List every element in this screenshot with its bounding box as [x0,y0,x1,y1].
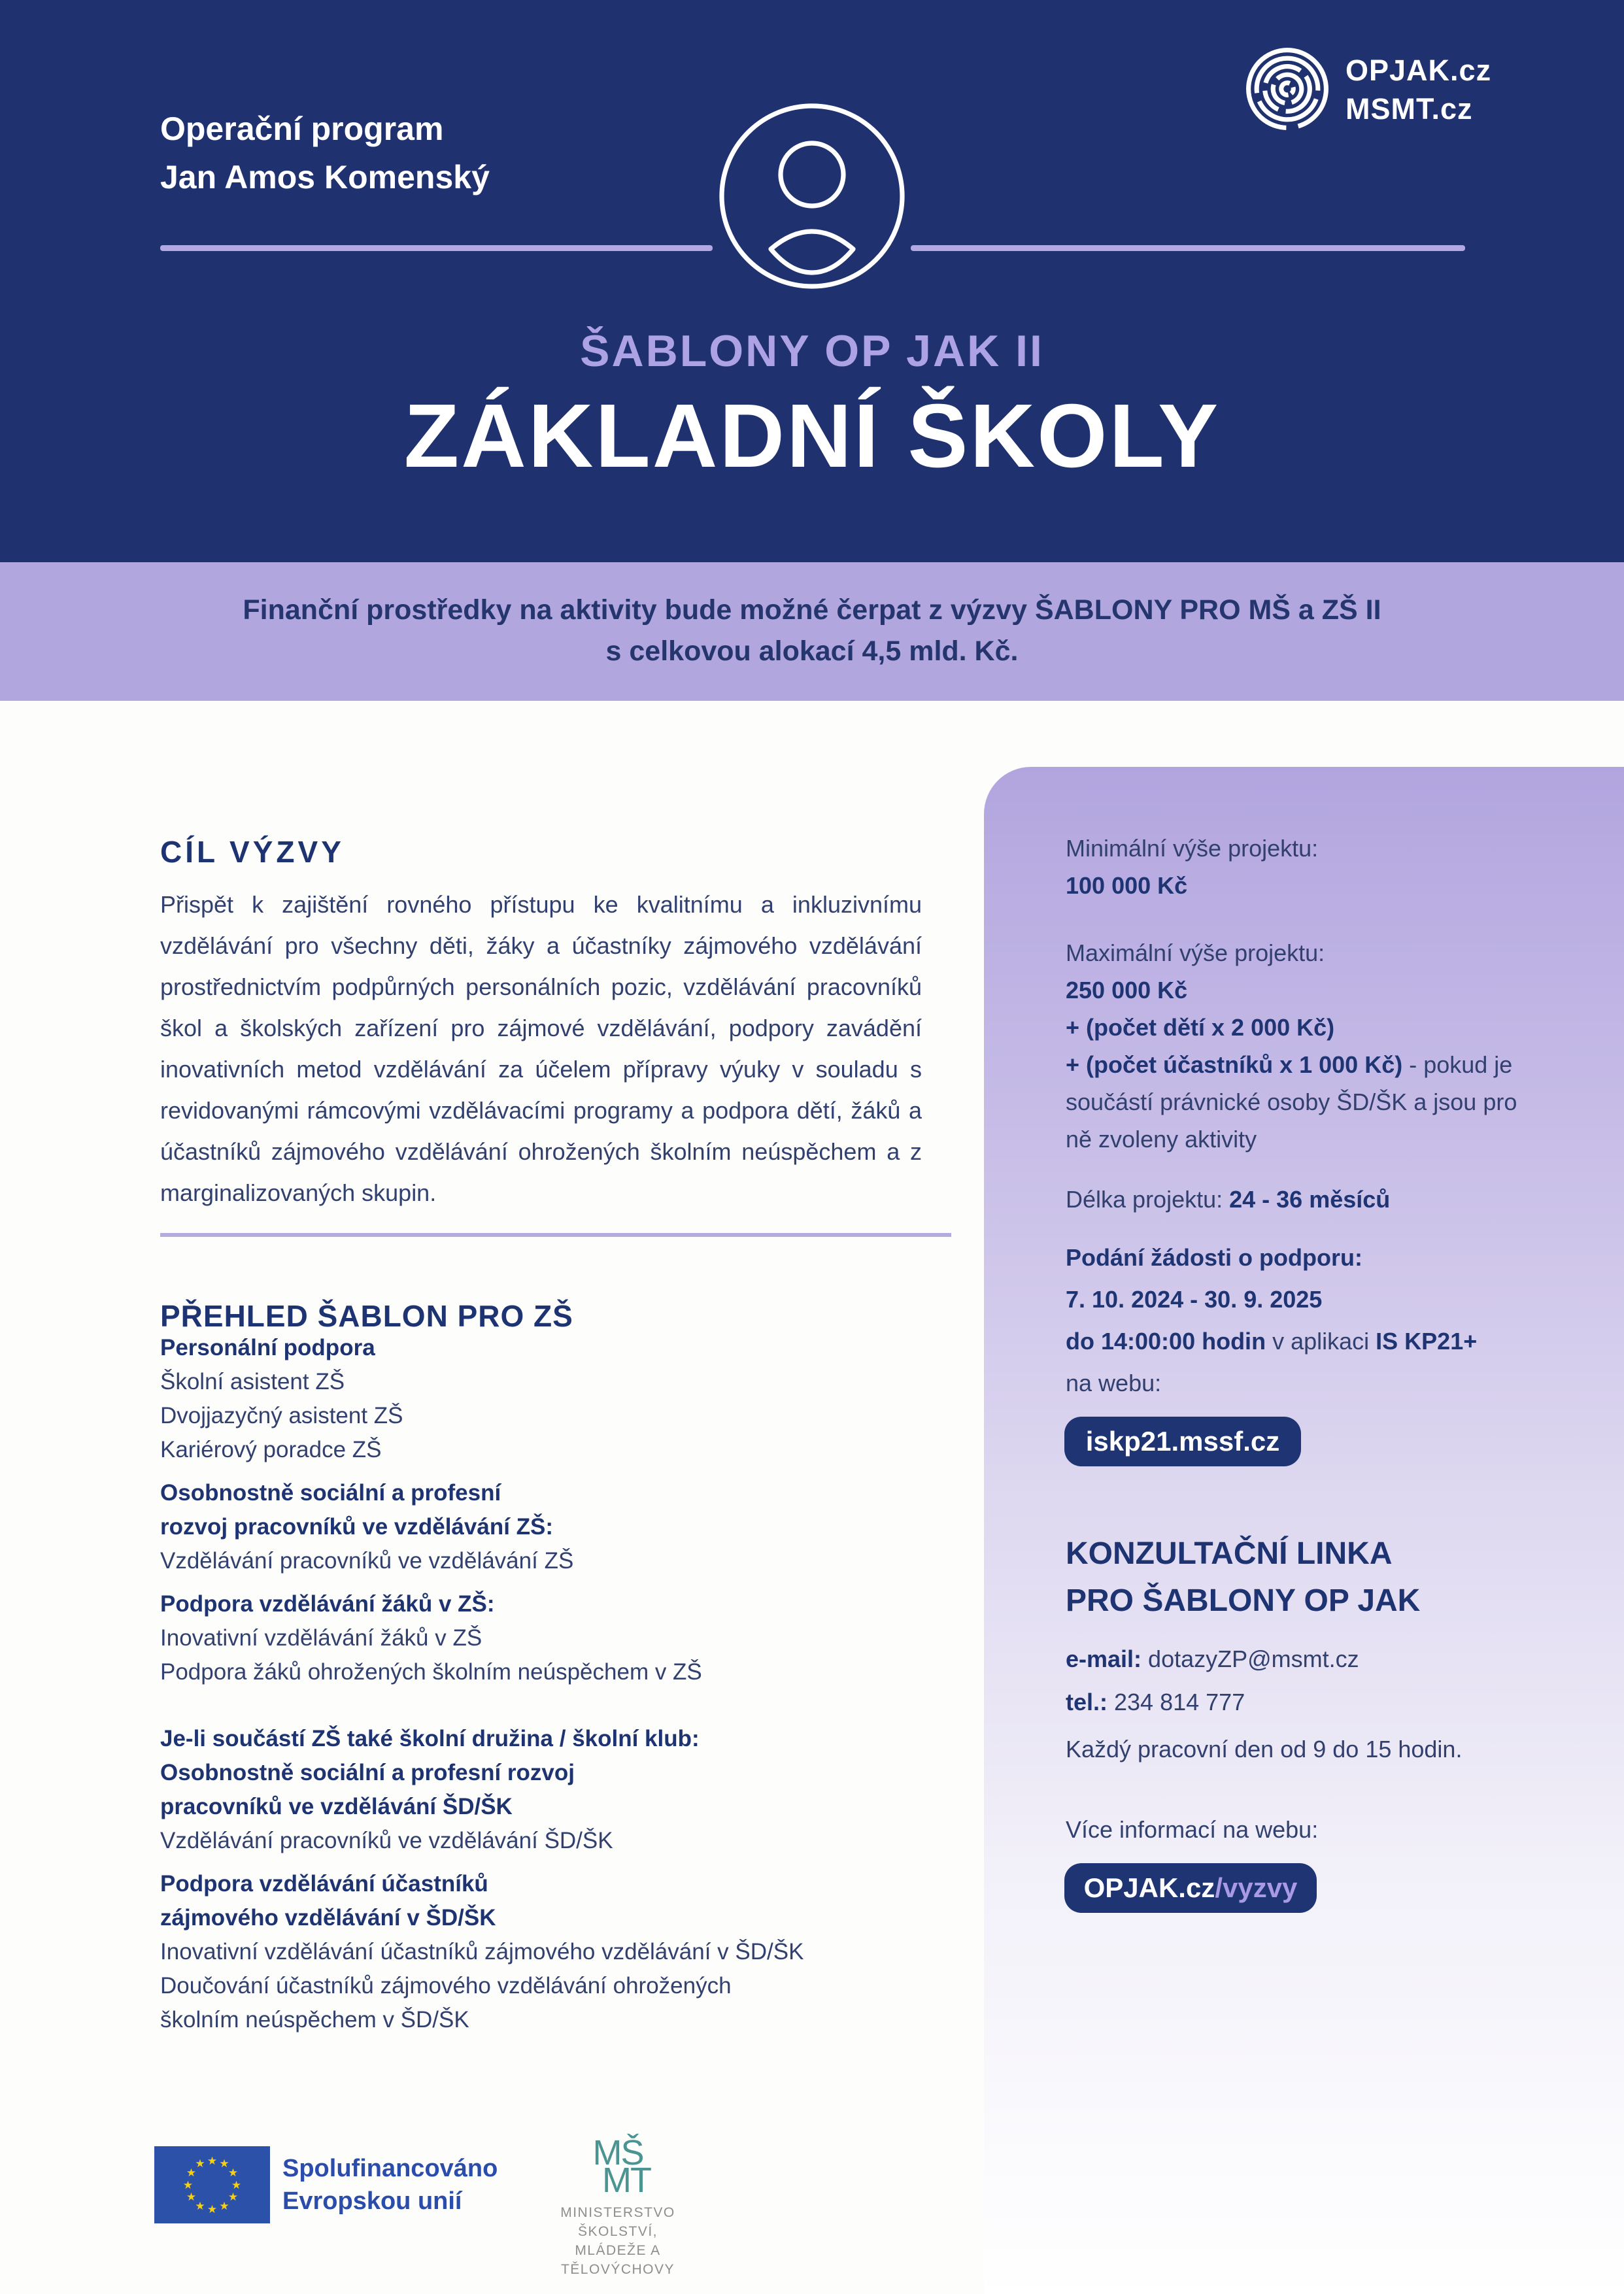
iskp21-link-label: iskp21.mssf.cz [1085,1426,1280,1457]
text-line: + (počet dětí x 2 000 Kč) [1066,1014,1335,1041]
person-icon [714,98,910,294]
list-item: Školní asistent ZŠ [160,1369,345,1394]
min-amount-block [1066,830,1589,904]
eu-flag [154,2146,270,2223]
eu-cofunding-line2: Evropskou unií [282,2187,462,2215]
text-line: Podání žádosti o podporu: [1066,1244,1362,1271]
consultation-heading-line2: PRO ŠABLONY OP JAK [1066,1583,1421,1618]
eu-star-icon: ★ [195,2199,205,2212]
ministry-caption [536,2203,700,2279]
templates-list [160,1331,964,2037]
list-item: Osobnostně sociální a profesní rozvoj [160,1760,575,1785]
text-line: součástí právnické osoby ŠD/ŠK a jsou pro [1066,1088,1517,1115]
list-item: Je-li součástí ZŠ také školní družina / školní klub: [160,1726,700,1751]
section-divider [160,1233,951,1237]
eu-cofunding-line1: Spolufinancováno [282,2155,498,2182]
list-item: pracovníků ve vzdělávání ŠD/ŠK [160,1794,513,1819]
list-item: Kariérový poradce ZŠ [160,1437,382,1462]
submission-block [1066,1237,1589,1404]
eu-star-icon: ★ [195,2157,205,2170]
ministry-caption-line1: MINISTERSTVO ŠKOLSTVÍ, [560,2205,675,2239]
text-line: e-mail: dotazyZP@msmt.cz [1066,1645,1359,1672]
text-line: 7. 10. 2024 - 30. 9. 2025 [1066,1286,1323,1313]
list-item: Inovativní vzdělávání žáků v ZŠ [160,1625,482,1651]
contact-block [1066,1638,1589,1724]
eu-star-icon: ★ [207,2202,218,2216]
list-item: Vzdělávání pracovníků ve vzdělávání ŠD/ŠK [160,1828,613,1853]
iskp21-link-button[interactable] [1064,1417,1301,1466]
text-line: Minimální výše projektu: [1066,835,1319,862]
decorative-line-left [160,245,713,251]
text-line: Maximální výše projektu: [1066,939,1325,966]
list-item: Osobnostně sociální a profesní [160,1480,501,1506]
text-line: 100 000 Kč [1066,872,1188,899]
duration-block [1066,1181,1589,1218]
list-item: Vzdělávání pracovníků ve vzdělávání ZŠ [160,1548,574,1574]
text-line: + (počet účastníků x 1 000 Kč) - pokud je [1066,1051,1513,1078]
consultation-heading [1066,1530,1589,1625]
list-item: Podpora vzdělávání účastníků [160,1871,488,1897]
eu-star-icon: ★ [228,2167,239,2179]
list-item: Doučování účastníků zájmového vzdělávání ohrožených [160,1973,732,1999]
text-line: 250 000 Kč [1066,977,1188,1004]
decorative-line-right [911,245,1465,251]
opjak-cz-label: OPJAK.cz [1345,54,1492,87]
list-item: Podpora žáků ohrožených školním neúspěchem v ZŠ [160,1659,702,1685]
max-amount-block [1066,934,1589,1158]
eu-star-icon: ★ [219,2157,229,2170]
opening-hours: Každý pracovní den od 9 do 15 hodin. [1066,1736,1463,1763]
text-line: tel.: 234 814 777 [1066,1689,1245,1715]
goal-heading: CÍL VÝZVY [160,835,345,869]
eu-star-icon: ★ [186,2167,197,2179]
opjak-link-label: OPJAK.cz [1083,1872,1215,1903]
eu-star-icon: ★ [219,2199,229,2212]
msmt-monogram-icon [536,2133,700,2200]
list-item: Podpora vzdělávání žáků v ZŠ: [160,1591,495,1617]
list-item: školním neúspěchem v ŠD/ŠK [160,2007,469,2033]
list-item: Dvojjazyčný asistent ZŠ [160,1403,403,1428]
poster-subtitle: ŠABLONY OP JAK II [580,326,1044,376]
eu-star-icon: ★ [231,2178,242,2191]
info-panel [984,767,1624,2294]
consultation-heading-line1: KONZULTAČNÍ LINKA [1066,1536,1393,1571]
vyzvy-link-label: /vyzvy [1215,1872,1298,1903]
more-info-label: Více informací na webu: [1066,1816,1319,1843]
list-item: rozvoj pracovníků ve vzdělávání ZŠ: [160,1514,554,1540]
site-links [1345,51,1491,128]
program-title-line1: Operační program [160,110,444,147]
program-title-line2: Jan Amos Komenský [160,159,490,195]
banner-line1: Finanční prostředky na aktivity bude možné čerpat z výzvy ŠABLONY PRO MŠ a ZŠ II [243,594,1381,626]
header [0,0,1624,562]
goal-paragraph: Přispět k zajištění rovného přístupu ke kvalitnímu a inkluzivnímu vzdělávání pro všechny děti, žáky a účastníky zájmového vzdělávání prostřednictvím podpůrných personálních pozic, vzdělávání pracovníků škol a školských zařízení pro zájmové vzdělávání, podpory zavádění inovativních metod vzdělávání za účelem přípravy výuky v souladu s revidovanými rámcovými vzdělávacími programy a podpora dětí, žáků a účastníků zájmového vzdělávání ohrožených školním neúspěchem a z marginalizovaných skupin. [160,891,922,1206]
eu-star-icon: ★ [186,2191,197,2203]
overview-heading: PŘEHLED ŠABLON PRO ZŠ [160,1299,573,1334]
poster-title: ZÁKLADNÍ ŠKOLY [403,386,1221,486]
msmt-cz-label: MSMT.cz [1345,92,1473,126]
list-item: zájmového vzdělávání v ŠD/ŠK [160,1905,496,1931]
eu-star-icon: ★ [207,2154,218,2167]
text-line: na webu: [1066,1370,1162,1396]
eu-star-icon: ★ [182,2178,194,2191]
opjak-maze-logo-icon [1244,46,1330,132]
ministry-caption-line2: MLÁDEŽE A TĚLOVÝCHOVY [560,2243,675,2277]
text-line: Délka projektu: 24 - 36 měsíců [1066,1186,1391,1213]
msmt-logo-block [536,2133,700,2279]
program-title [160,105,490,201]
text-line: do 14:00:00 hodin v aplikaci IS KP21+ [1066,1328,1478,1355]
eu-cofunding-text [282,2152,498,2218]
opjak-vyzvy-link-button[interactable] [1064,1863,1317,1913]
allocation-banner [0,562,1624,701]
eu-star-icon: ★ [228,2191,239,2203]
list-item: Personální podpora [160,1335,375,1360]
list-item: Inovativní vzdělávání účastníků zájmového vzdělávání v ŠD/ŠK [160,1939,804,1965]
banner-line2: s celkovou alokací 4,5 mld. Kč. [605,635,1019,667]
msmt-monogram-row1: MŠ [592,2133,643,2172]
msmt-monogram-row2: MT [602,2161,651,2200]
text-line: ně zvoleny aktivity [1066,1126,1257,1153]
